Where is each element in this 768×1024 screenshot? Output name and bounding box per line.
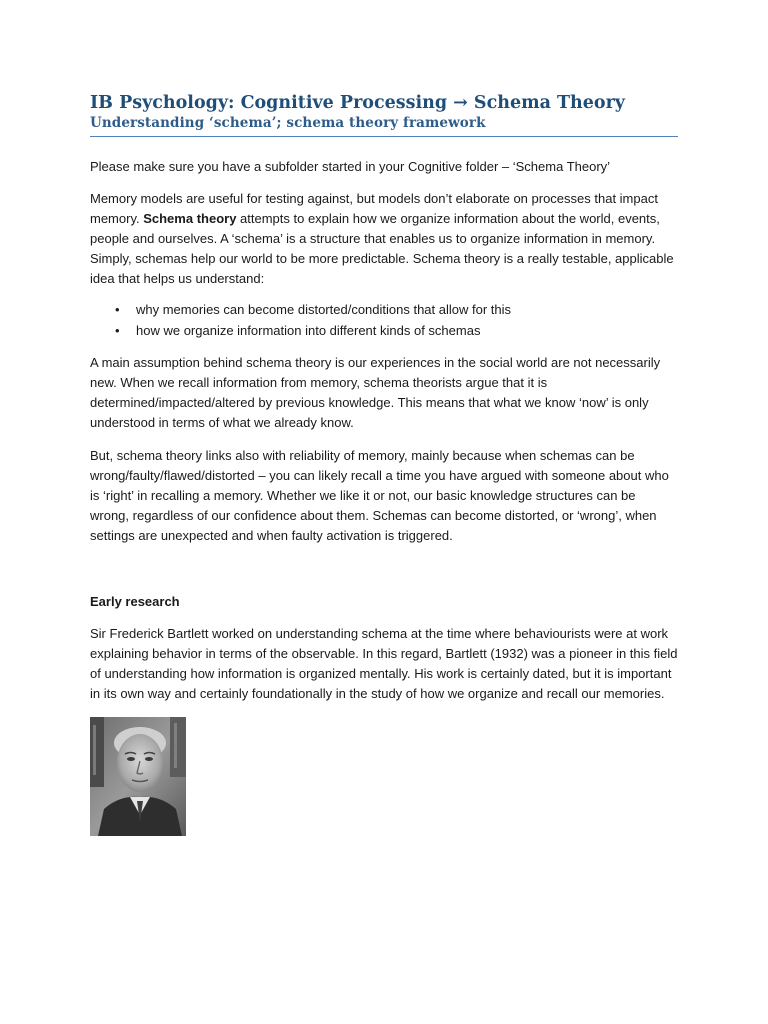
list-item — [115, 299, 678, 320]
arrow-right-icon: → — [453, 93, 468, 113]
title-main: IB Psychology: Cognitive Processing — [90, 93, 454, 113]
bullet-list — [90, 299, 678, 341]
memory-models-paragraph — [90, 189, 678, 289]
title-tail: Schema Theory — [467, 93, 625, 113]
bartlett-portrait-photo — [90, 717, 186, 836]
portrait-image — [90, 717, 186, 836]
list-item — [115, 320, 678, 341]
list-item-text: how we organize information into different kinds of schemas — [136, 323, 481, 338]
bartlett-paragraph: Sir Frederick Bartlett worked on understanding schema at the time where behaviourists were at work explaining behavior in terms of the observable. In this regard, Bartlett (1932) was a pioneer in this field of understanding how information is organized mentally. His work is certainly dated, but it is important in its own way and certainly foundationally in the study of how we organize and recall our memories. — [90, 626, 678, 701]
bullet-icon: • — [115, 323, 120, 338]
document-page — [90, 92, 678, 836]
schema-theory-bold: Schema theory — [143, 211, 237, 226]
section-heading: Early research — [90, 594, 180, 609]
p2-end: attempts to explain how we organize information about the world, events, people and ourselves. A ‘schema’ is a structure that enables us to organize information in memory. Simply, schemas help our world to be more predictable. Schema theory is a really testable, applicable idea that helps us understand: — [90, 211, 674, 286]
page-subtitle: Understanding ‘schema’; schema theory framework — [90, 114, 678, 137]
p2-start: Memory models are useful for testing against, but models don’t elaborate on processes that impact memory. — [90, 191, 658, 226]
intro-paragraph: Please make sure you have a subfolder started in your Cognitive folder – ‘Schema Theory’ — [90, 159, 611, 174]
page-title — [90, 92, 678, 114]
assumption-paragraph: A main assumption behind schema theory is our experiences in the social world are not necessarily new. When we recall information from memory, schema theorists argue that it is determined/impacted/altered by previous knowledge. This means that what we know ‘now’ is only understood in terms of what we already know. — [90, 355, 661, 430]
reliability-paragraph: But, schema theory links also with reliability of memory, mainly because when schemas can be wrong/faulty/flawed/distorted – you can likely recall a time you have argued with someone about who is ‘right’ in recalling a memory. Whether we like it or not, our basic knowledge structures can be wrong, regardless of our confidence about them. Schemas can become distorted, or ‘wrong’, when settings are unexpected and when faulty activation is triggered. — [90, 448, 669, 543]
list-item-text: why memories can become distorted/conditions that allow for this — [136, 302, 512, 317]
bullet-icon: • — [115, 302, 120, 317]
